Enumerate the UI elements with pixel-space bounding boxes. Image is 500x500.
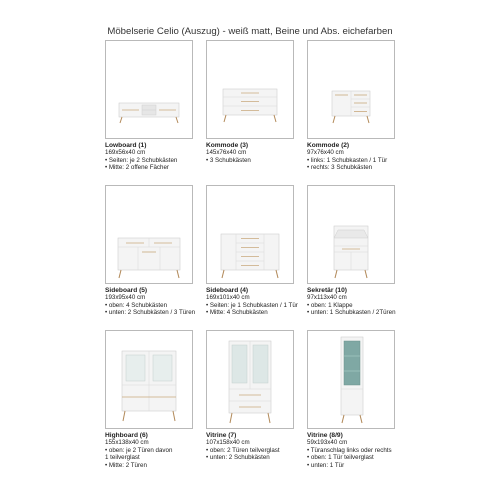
- sideboard-4-illustration: [207, 186, 293, 283]
- product-feature: • unten: 1 Tür: [307, 461, 345, 469]
- product-feature: 1 teilverglast: [105, 454, 140, 462]
- product-feature: • Mitte: 2 offene Fächer: [105, 164, 169, 172]
- product-card-sideboard-5: [105, 185, 196, 325]
- product-feature: • Mitte: 4 Schubkästen: [206, 309, 268, 317]
- product-dimensions: 97x113x40 cm: [307, 294, 347, 302]
- product-caption: [206, 142, 294, 164]
- vitrine-8-9-illustration: [308, 331, 394, 428]
- product-caption: [307, 142, 395, 172]
- product-feature: • Seiten: je 2 Schubkästen: [105, 156, 178, 164]
- product-photo-kommode-2: [307, 40, 395, 139]
- product-card-sekretaer: [307, 185, 395, 325]
- product-caption: [105, 142, 193, 172]
- product-caption: [105, 432, 193, 469]
- product-feature: • Türanschlag links oder rechts: [307, 446, 392, 454]
- product-grid: [105, 40, 395, 470]
- product-dimensions: 169x101x40 cm: [206, 294, 250, 302]
- product-feature: • 3 Schubkästen: [206, 156, 251, 164]
- product-feature: • unten: 2 Schubkästen: [206, 454, 270, 462]
- product-feature: • rechts: 3 Schubkästen: [307, 164, 373, 172]
- product-feature: • unten: 1 Schubkasten / 2Türen: [307, 309, 396, 317]
- product-name: Highboard (6): [105, 432, 148, 439]
- product-name: Lowboard (1): [105, 142, 147, 149]
- product-caption: [307, 287, 395, 317]
- product-feature: • Mitte: 2 Türen: [105, 461, 147, 469]
- product-dimensions: 107x158x40 cm: [206, 439, 250, 447]
- product-caption: [105, 287, 196, 317]
- product-card-kommode-2: [307, 40, 395, 180]
- product-dimensions: 97x76x40 cm: [307, 149, 344, 157]
- product-dimensions: 145x76x40 cm: [206, 149, 247, 157]
- product-feature: • oben: 2 Türen teilverglast: [206, 446, 280, 454]
- product-caption: [206, 432, 294, 462]
- product-card-kommode-3: [206, 40, 294, 180]
- product-dimensions: 193x95x40 cm: [105, 294, 146, 302]
- product-feature: • oben: 1 Tür teilverglast: [307, 454, 374, 462]
- page-title: Möbelserie Celio (Auszug) - weiß matt, Beine und Abs. eichefarben: [107, 26, 393, 37]
- product-name: Kommode (3): [206, 142, 249, 149]
- product-photo-highboard: [105, 330, 193, 429]
- product-name: Sideboard (4): [206, 287, 249, 294]
- sideboard-5-illustration: [106, 186, 192, 283]
- product-name: Sekretär (10): [307, 287, 347, 294]
- product-dimensions: 155x138x40 cm: [105, 439, 149, 447]
- product-card-highboard: [105, 330, 193, 470]
- product-photo-sekretaer: [307, 185, 395, 284]
- product-card-lowboard: [105, 40, 193, 180]
- product-feature: • unten: 2 Schubkästen / 3 Türen: [105, 309, 196, 317]
- product-card-vitrine-7: [206, 330, 294, 470]
- product-dimensions: 169x56x40 cm: [105, 149, 146, 157]
- kommode-3-illustration: [207, 41, 293, 138]
- product-photo-sideboard-5: [105, 185, 193, 284]
- product-feature: • Seiten: je 1 Schubkasten / 1 Tür: [206, 301, 298, 309]
- product-caption: [307, 432, 395, 469]
- product-card-vitrine-8-9: [307, 330, 395, 470]
- lowboard-illustration: [106, 41, 192, 138]
- product-name: Vitrine (8/9): [307, 432, 343, 439]
- product-photo-lowboard: [105, 40, 193, 139]
- product-photo-sideboard-4: [206, 185, 294, 284]
- product-feature: • oben: 4 Schubkästen: [105, 301, 168, 309]
- highboard-illustration: [106, 331, 192, 428]
- product-row: [105, 40, 395, 180]
- product-feature: • oben: je 2 Türen davon: [105, 446, 173, 454]
- product-name: Sideboard (5): [105, 287, 148, 294]
- sekretaer-illustration: [308, 186, 394, 283]
- product-photo-kommode-3: [206, 40, 294, 139]
- kommode-2-illustration: [308, 41, 394, 138]
- product-photo-vitrine-8-9: [307, 330, 395, 429]
- product-name: Kommode (2): [307, 142, 350, 149]
- product-dimensions: 59x193x40 cm: [307, 439, 348, 447]
- product-feature: • links: 1 Schubkasten / 1 Tür: [307, 156, 388, 164]
- product-feature: • oben: 1 Klappe: [307, 301, 353, 309]
- product-caption: [206, 287, 298, 317]
- product-row: [105, 185, 395, 325]
- product-card-sideboard-4: [206, 185, 298, 325]
- product-row: [105, 330, 395, 470]
- vitrine-7-illustration: [207, 331, 293, 428]
- product-name: Vitrine (7): [206, 432, 237, 439]
- product-photo-vitrine-7: [206, 330, 294, 429]
